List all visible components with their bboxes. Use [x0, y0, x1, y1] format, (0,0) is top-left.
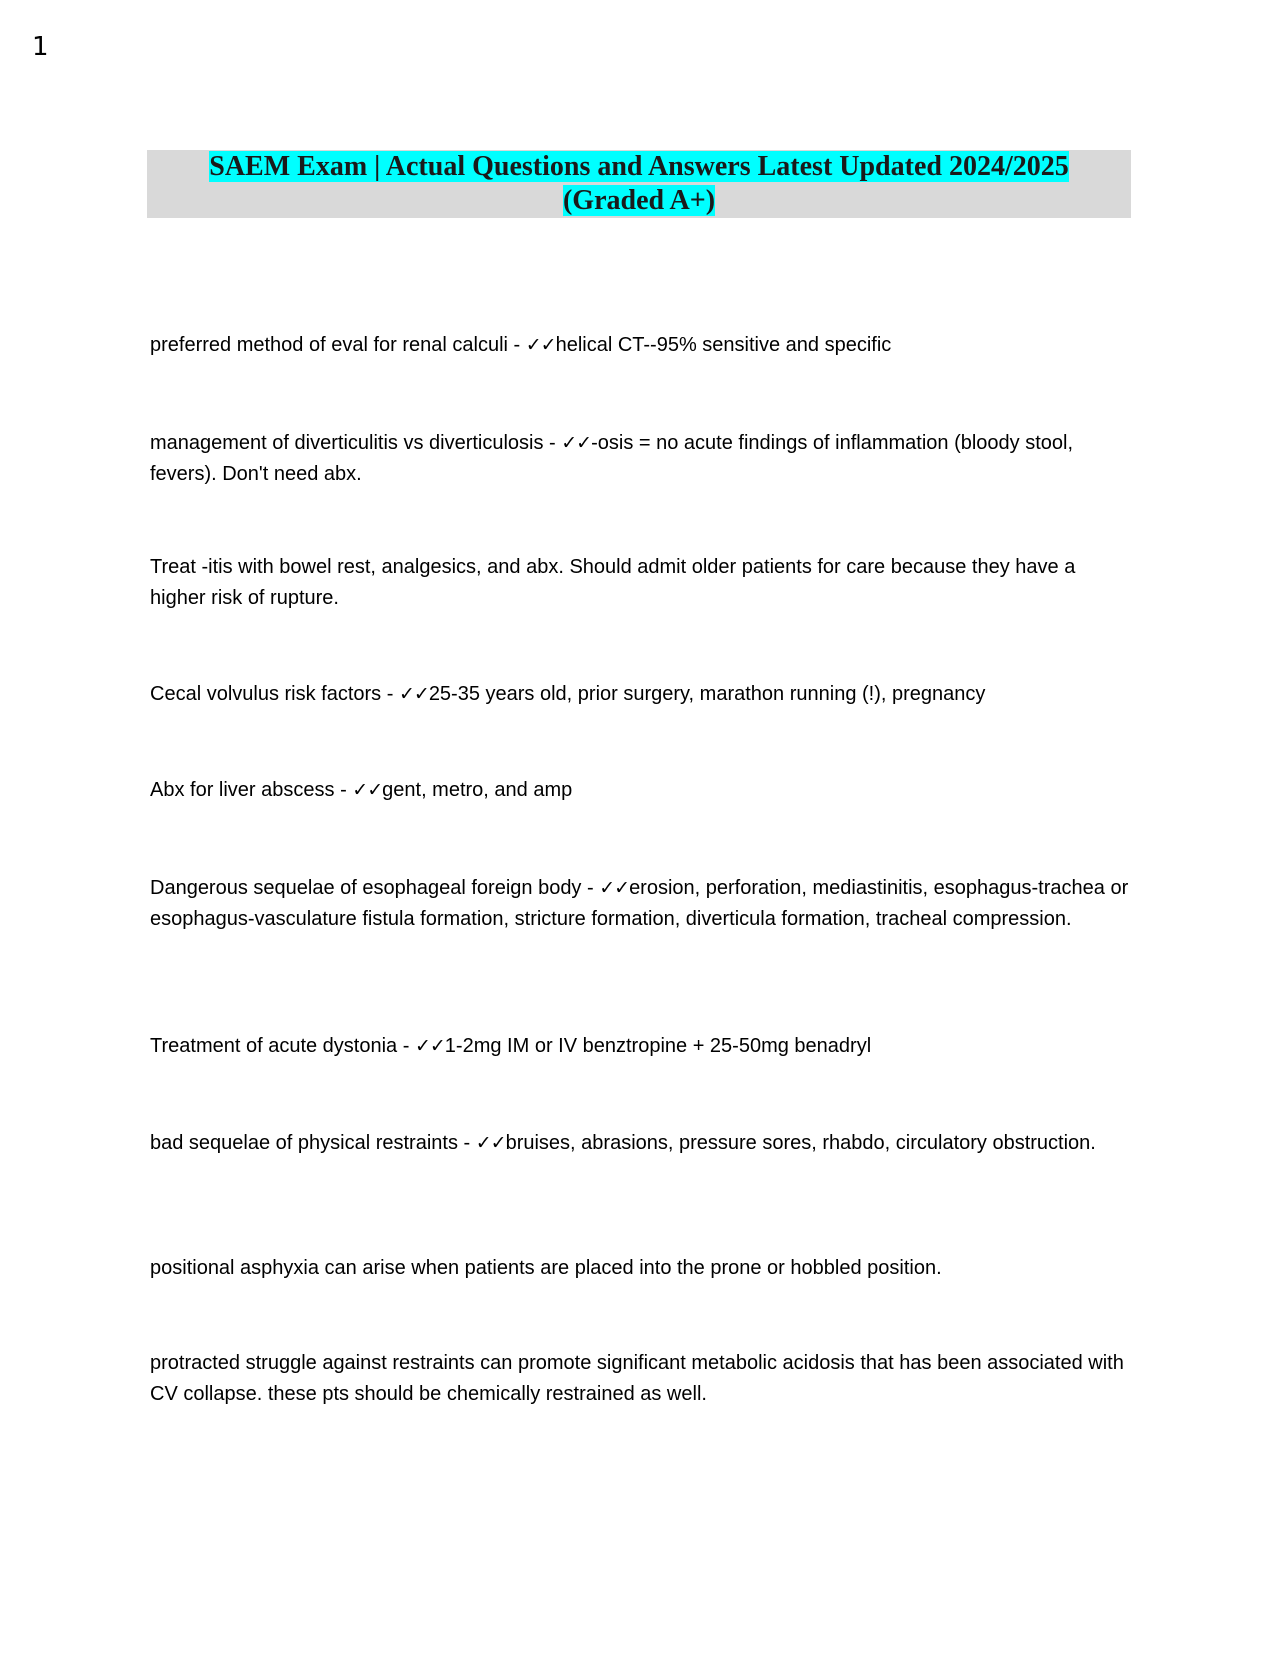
note-entry-positional-asphyxia: [150, 1253, 1130, 1284]
double-check-icon: ✓✓: [398, 683, 429, 705]
double-check-icon: ✓✓: [599, 877, 630, 899]
answer-text: bruises, abrasions, pressure sores, rhabdo, circulatory obstruction.: [505, 1132, 1096, 1154]
note-text: protracted struggle against restraints can promote significant metabolic acidosis that has been associated with CV collapse. these pts should be chemically restrained as well.: [150, 1352, 1124, 1405]
question-text: management of diverticulitis vs diverticulosis -: [150, 432, 562, 454]
answer-text: erosion, perforation, mediastinitis, esophagus-trachea or esophagus-vasculature fistula formation, stricture formation, diverticula formation, tracheal compression.: [150, 877, 1129, 930]
double-check-icon: ✓✓: [352, 779, 383, 801]
page-number: 1: [32, 32, 49, 62]
answer-text: 25-35 years old, prior surgery, marathon running (!), pregnancy: [428, 683, 986, 705]
question-text: Cecal volvulus risk factors -: [150, 683, 399, 705]
qa-text: [150, 428, 1130, 490]
double-check-icon: ✓✓: [561, 432, 592, 454]
note-text: positional asphyxia can arise when patients are placed into the prone or hobbled position.: [150, 1257, 942, 1279]
answer-text: 1-2mg IM or IV benztropine + 25-50mg benadryl: [444, 1035, 872, 1057]
qa-entry-esophageal-foreign-body: [150, 873, 1130, 935]
qa-entry-physical-restraints: [150, 1128, 1130, 1159]
answer-text: helical CT--95% sensitive and specific: [555, 334, 892, 356]
qa-text: [150, 873, 1130, 935]
document-title-banner: [147, 150, 1131, 218]
title-line-1: SAEM Exam | Actual Questions and Answers Latest Updated 2024/2025: [209, 151, 1069, 182]
question-text: Abx for liver abscess -: [150, 779, 353, 801]
qa-entry-liver-abscess: [150, 775, 1130, 806]
qa-text: [150, 775, 1130, 806]
question-text: preferred method of eval for renal calculi -: [150, 334, 526, 356]
answer-text: gent, metro, and amp: [382, 779, 573, 801]
qa-entry-renal-calculi: [150, 330, 1130, 361]
qa-text: [150, 330, 1130, 361]
note-entry-itis-treatment: [150, 552, 1130, 614]
question-text: bad sequelae of physical restraints -: [150, 1132, 476, 1154]
double-check-icon: ✓✓: [475, 1132, 506, 1154]
double-check-icon: ✓✓: [414, 1035, 445, 1057]
qa-entry-acute-dystonia: [150, 1031, 1130, 1062]
qa-text: [150, 1031, 1130, 1062]
title-line-2: (Graded A+): [562, 185, 716, 216]
question-text: Treatment of acute dystonia -: [150, 1035, 415, 1057]
qa-text: [150, 1128, 1130, 1159]
double-check-icon: ✓✓: [525, 334, 556, 356]
qa-text: [150, 679, 1130, 710]
note-text: Treat -itis with bowel rest, analgesics, and abx. Should admit older patients for care because they have a higher risk of rupture.: [150, 556, 1076, 609]
qa-entry-cecal-volvulus: [150, 679, 1130, 710]
qa-entry-diverticulitis: [150, 428, 1130, 490]
answer-text: -osis = no acute findings of inflammation (bloody stool, fevers). Don't need abx.: [150, 432, 1074, 485]
question-text: Dangerous sequelae of esophageal foreign body -: [150, 877, 600, 899]
note-entry-metabolic-acidosis: [150, 1348, 1130, 1410]
